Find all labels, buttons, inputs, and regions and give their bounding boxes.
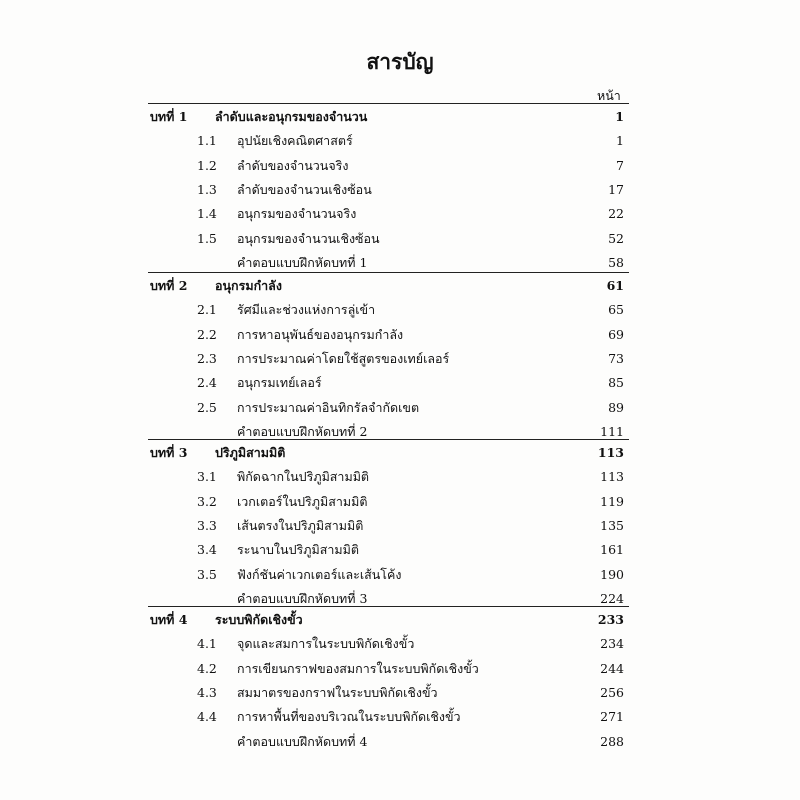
- section-number: 3.4: [197, 542, 217, 558]
- section-page: 17: [608, 181, 624, 197]
- section-row: [0, 516, 800, 536]
- chapter-page: 113: [597, 445, 624, 460]
- section-title: อุปนัยเชิงคณิตศาสตร์: [237, 133, 353, 149]
- section-title: ลำดับของจำนวนจริง: [237, 157, 349, 173]
- section-page: 22: [608, 206, 624, 222]
- section-page: 7: [616, 157, 624, 173]
- section-page: 69: [608, 326, 624, 342]
- section-row: [0, 565, 800, 585]
- chapter-title: อนุกรมกำลัง: [215, 278, 282, 293]
- answers-page: 288: [600, 733, 624, 749]
- section-title: เวกเตอร์ในปริภูมิสามมิติ: [237, 493, 368, 509]
- section-row: [0, 300, 800, 320]
- chapter-row: [0, 107, 800, 127]
- answers-page: 224: [600, 590, 624, 606]
- section-row: [0, 325, 800, 345]
- chapter-divider-line: [148, 606, 629, 607]
- section-page: 73: [608, 350, 624, 366]
- section-row: [0, 156, 800, 176]
- chapter-label: บทที่ 4: [150, 612, 188, 627]
- chapter-row: [0, 443, 800, 463]
- section-number: 2.3: [197, 350, 217, 366]
- chapter-row: [0, 610, 800, 630]
- section-row: [0, 634, 800, 654]
- section-number: 1.3: [197, 181, 217, 197]
- section-number: 3.3: [197, 517, 217, 533]
- section-row: [0, 707, 800, 727]
- section-number: 3.1: [197, 469, 217, 485]
- section-number: 3.2: [197, 493, 217, 509]
- page-title: สารบัญ: [366, 49, 434, 74]
- section-title: รัศมีและช่วงแห่งการลู่เข้า: [237, 302, 376, 318]
- section-page: 85: [608, 375, 624, 391]
- answers-title: คำตอบแบบฝึกหัดบทที่ 1: [237, 254, 368, 270]
- section-title: การเขียนกราฟของสมการในระบบพิกัดเชิงขั้ว: [237, 660, 479, 676]
- section-number: 1.5: [197, 230, 217, 246]
- section-page: 244: [600, 660, 624, 676]
- section-page: 1: [616, 133, 624, 149]
- section-title: การประมาณค่าโดยใช้สูตรของเทย์เลอร์: [237, 350, 450, 366]
- section-title: เส้นตรงในปริภูมิสามมิติ: [237, 517, 364, 533]
- chapter-title: ลำดับและอนุกรมของจำนวน: [215, 109, 368, 124]
- section-title: อนุกรมเทย์เลอร์: [237, 375, 322, 391]
- section-row: [0, 492, 800, 512]
- section-number: 4.4: [197, 709, 217, 725]
- section-title: จุดและสมการในระบบพิกัดเชิงขั้ว: [237, 636, 415, 652]
- section-title: การหาพื้นที่ของบริเวณในระบบพิกัดเชิงขั้ว: [237, 709, 461, 725]
- answers-row: [0, 253, 800, 273]
- section-title: ลำดับของจำนวนเชิงซ้อน: [237, 181, 372, 197]
- section-number: 4.1: [197, 636, 217, 652]
- chapter-page: 233: [597, 612, 624, 627]
- section-page: 271: [600, 709, 624, 725]
- section-row: [0, 349, 800, 369]
- section-row: [0, 131, 800, 151]
- section-row: [0, 204, 800, 224]
- section-title: การหาอนุพันธ์ของอนุกรมกำลัง: [237, 326, 404, 342]
- section-number: 2.5: [197, 399, 217, 415]
- chapter-page: 1: [615, 109, 624, 124]
- answers-page: 111: [600, 423, 624, 439]
- section-number: 2.4: [197, 375, 217, 391]
- chapter-title: ระบบพิกัดเชิงขั้ว: [215, 612, 303, 627]
- section-row: [0, 180, 800, 200]
- section-page: 89: [608, 399, 624, 415]
- section-row: [0, 683, 800, 703]
- section-number: 2.1: [197, 302, 217, 318]
- section-page: 161: [600, 542, 624, 558]
- section-number: 1.1: [197, 133, 217, 149]
- section-title: การประมาณค่าอินทิกรัลจำกัดเขต: [237, 399, 420, 415]
- section-title: อนุกรมของจำนวนจริง: [237, 206, 357, 222]
- section-page: 113: [600, 469, 624, 485]
- section-row: [0, 659, 800, 679]
- section-number: 1.2: [197, 157, 217, 173]
- section-title: ระนาบในปริภูมิสามมิติ: [237, 542, 359, 558]
- section-number: 3.5: [197, 566, 217, 582]
- chapter-label: บทที่ 2: [150, 278, 188, 293]
- section-row: [0, 540, 800, 560]
- chapter-page: 61: [606, 278, 624, 293]
- section-title: พิกัดฉากในปริภูมิสามมิติ: [237, 469, 370, 485]
- answers-row: [0, 732, 800, 752]
- section-row: [0, 467, 800, 487]
- section-title: สมมาตรของกราฟในระบบพิกัดเชิงขั้ว: [237, 684, 438, 700]
- page-column-header: หน้า: [597, 88, 621, 103]
- chapter-divider-line: [148, 272, 629, 273]
- answers-title: คำตอบแบบฝึกหัดบทที่ 4: [237, 733, 368, 749]
- section-page: 119: [600, 493, 624, 509]
- section-page: 65: [608, 302, 624, 318]
- section-title: อนุกรมของจำนวนเชิงซ้อน: [237, 230, 380, 246]
- section-page: 256: [600, 684, 624, 700]
- answers-title: คำตอบแบบฝึกหัดบทที่ 2: [237, 423, 368, 439]
- section-number: 4.3: [197, 684, 217, 700]
- section-number: 2.2: [197, 326, 217, 342]
- section-page: 52: [608, 230, 624, 246]
- chapter-label: บทที่ 3: [150, 445, 188, 460]
- chapter-divider-line: [148, 439, 629, 440]
- section-row: [0, 229, 800, 249]
- section-page: 135: [600, 517, 624, 533]
- section-number: 1.4: [197, 206, 217, 222]
- section-title: ฟังก์ชันค่าเวกเตอร์และเส้นโค้ง: [237, 566, 402, 582]
- answers-title: คำตอบแบบฝึกหัดบทที่ 3: [237, 590, 368, 606]
- section-row: [0, 398, 800, 418]
- chapter-row: [0, 276, 800, 296]
- chapter-title: ปริภูมิสามมิติ: [215, 445, 286, 460]
- chapter-divider-line: [148, 103, 629, 104]
- section-row: [0, 373, 800, 393]
- section-page: 234: [600, 636, 624, 652]
- answers-page: 58: [608, 254, 624, 270]
- section-page: 190: [600, 566, 624, 582]
- section-number: 4.2: [197, 660, 217, 676]
- chapter-label: บทที่ 1: [150, 109, 188, 124]
